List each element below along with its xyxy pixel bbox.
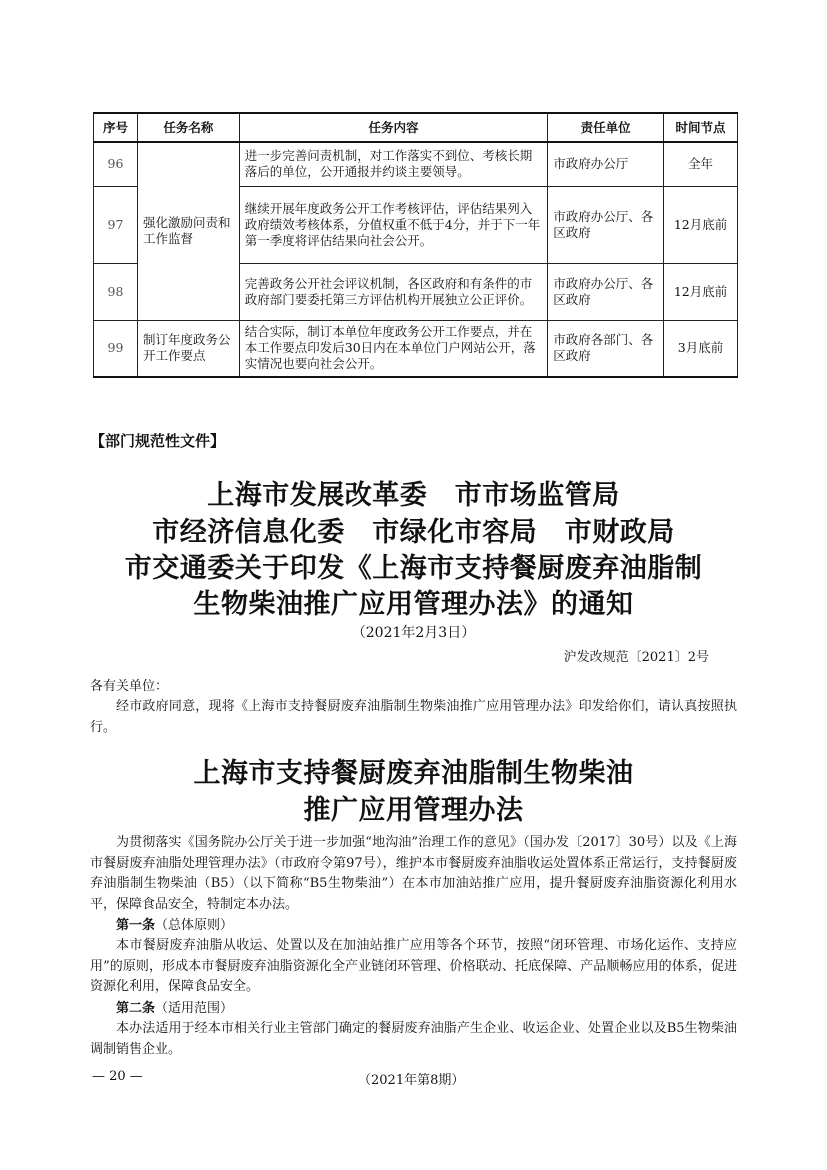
article-2-text: 本办法适用于经本市相关行业主管部门确定的餐厨废弃油脂产生企业、收运企业、处置企业以及B5生物柴油调制销售企业。 (90, 1021, 737, 1057)
col-header-task-content: 任务内容 (239, 113, 547, 142)
col-header-task-name: 任务名称 (137, 113, 239, 142)
col-header-number: 序号 (94, 113, 138, 142)
deadline-cell: 3月底前 (664, 320, 738, 377)
notice-title-line-4: 生物柴油推广应用管理办法》的通知 (193, 589, 634, 620)
task-table (93, 112, 738, 378)
document-number: 沪发改规范〔2021〕2号 (563, 650, 709, 665)
salutation: 各有关单位： (90, 679, 169, 694)
row-number: 98 (94, 263, 138, 320)
article-2-heading (90, 999, 737, 1020)
section-tag: 【部门规范性文件】 (90, 432, 226, 450)
task-content-cell: 结合实际，制订本单位年度政务公开工作要点，并在本工作要点印发后30日内在本单位门户网站公开，落实情况也要向社会公开。 (239, 320, 547, 377)
intro-paragraph: 经市政府同意，现将《上海市支持餐厨废弃油脂制生物柴油推广应用管理办法》印发给你们，请认真按照执行。 (90, 699, 737, 735)
article-1-heading-text: （总体原则） (155, 918, 234, 933)
task-content-cell: 进一步完善问责机制，对工作落实不到位、考核长期落后的单位，公开通报并约谈主要领导。 (239, 142, 547, 186)
deadline-cell: 12月底前 (664, 186, 738, 263)
article-2-heading-text: （适用范围） (155, 1001, 234, 1016)
row-number: 96 (94, 142, 138, 186)
issue-date: （2021年2月3日） (351, 625, 476, 641)
task-content-cell: 完善政务公开社会评议机制，各区政府和有条件的市政府部门要委托第三方评估机构开展独立公正评价。 (239, 263, 547, 320)
col-header-responsible-unit: 责任单位 (548, 113, 664, 142)
row-number: 99 (94, 320, 138, 377)
table-row (94, 142, 738, 186)
notice-title-line-1: 上海市发展改革委 市市场监管局 (207, 480, 620, 511)
article-1-heading (90, 916, 737, 937)
article-2-label: 第二条 (116, 1001, 156, 1016)
table-header-row (94, 113, 738, 142)
notice-title-line-3: 市交通委关于印发《上海市支持餐厨废弃油脂制 (124, 553, 703, 584)
responsible-unit-cell: 市政府办公厅、各区政府 (548, 186, 664, 263)
notice-title-line-2: 市经济信息化委 市绿化市容局 市财政局 (152, 517, 675, 548)
responsible-unit-cell: 市政府办公厅 (548, 142, 664, 186)
article-1-label: 第一条 (116, 918, 156, 933)
row-number: 97 (94, 186, 138, 263)
task-name-cell: 强化激励问责和工作监督 (137, 142, 239, 320)
col-header-deadline: 时间节点 (664, 113, 738, 142)
page-number: — 20 — (92, 1069, 143, 1084)
deadline-cell: 全年 (664, 142, 738, 186)
preamble-paragraph: 为贯彻落实《国务院办公厅关于进一步加强“地沟油”治理工作的意见》（国办发〔2017〕30号）以及《上海市餐厨废弃油脂处理管理办法》（市政府令第97号），维护本市餐厨废弃油脂收运处置体系正常运行，支持餐厨废弃油脂制生物柴油（B5）（以下简称“B5生物柴油”）在本市加油站推广应用，提升餐厨废弃油脂资源化利用水平，保障食品安全，特制定本办法。 (90, 835, 737, 912)
measures-title-line-1: 上海市支持餐厨废弃油脂制生物柴油 (193, 758, 634, 789)
task-name-cell: 制订年度政务公开工作要点 (137, 320, 239, 377)
article-1-text: 本市餐厨废弃油脂从收运、处置以及在加油站推广应用等各个环节，按照“闭环管理、市场化运作、支持应用”的原则，形成本市餐厨废弃油脂资源化全产业链闭环管理、价格联动、托底保障、产品顺畅应用的体系，促进资源化利用，保障食品安全。 (90, 938, 737, 994)
responsible-unit-cell: 市政府办公厅、各区政府 (548, 263, 664, 320)
measures-title-line-2: 推广应用管理办法 (303, 795, 524, 826)
task-content-cell: 继续开展年度政务公开工作考核评估，评估结果列入政府绩效考核体系，分值权重不低于4分，并于下一年第一季度将评估结果向社会公开。 (239, 186, 547, 263)
responsible-unit-cell: 市政府各部门、各区政府 (548, 320, 664, 377)
table-row (94, 320, 738, 377)
deadline-cell: 12月底前 (664, 263, 738, 320)
issue-label: （2021年第8期） (358, 1073, 465, 1088)
